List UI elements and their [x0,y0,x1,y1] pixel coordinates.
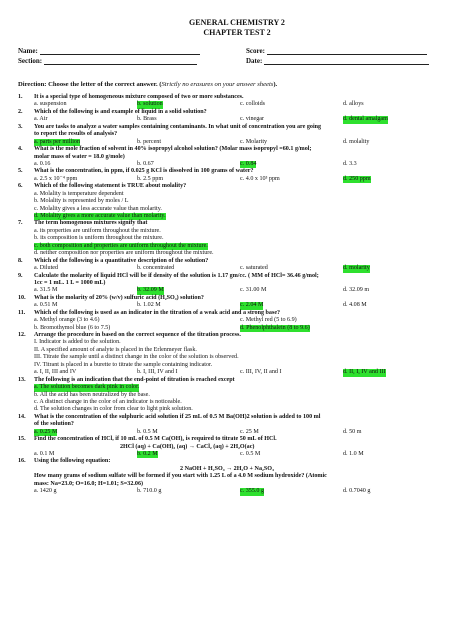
question-line [0,444,474,451]
question-line [0,384,474,391]
question-line [0,325,474,332]
question-text-continued: mass: Na=23.0; O=16.0; H=1.01; S=32.06) [34,480,144,487]
answer-choice[interactable]: b. 2.5 ppm [137,175,164,182]
answer-choice[interactable]: c. saturated [240,265,268,272]
answer-choice[interactable]: b. 0.5 M [137,428,158,435]
question-number: 4. [18,146,23,153]
question-line [0,332,474,339]
question-line [0,317,474,324]
question-number: 1. [18,94,23,100]
question-text: The following is an indication that the end-point of titration is reached except [34,376,235,383]
question-number: 6. [18,183,23,190]
question-line [0,369,474,376]
question-text-continued: molar mass of water = 18.0 g/mole) [34,153,125,160]
question-line [0,154,474,161]
directions [18,81,277,88]
question-line [0,213,474,220]
question-text: Which of the following is a quantitative description of the solution? [34,257,209,264]
section-label: Section: [18,57,43,65]
question-line [0,124,474,131]
question-line [0,116,474,123]
question-text: What is the mole fraction of solvent in 40% isopropyl alcohol solution? (Molar mass isopropyl =60.1 g/mol; [34,146,312,153]
question-line [0,273,474,280]
answer-choice-highlighted[interactable]: d. 250 ppm [343,175,371,182]
answer-choice-highlighted[interactable]: d. II, I, IV and III [343,369,386,376]
chemical-equation: 2 NaOH + H₂SO₄ → 2H₂O + Na₂SO₄ [180,465,274,472]
answer-choice[interactable]: a. 2.5 x 10⁻⁴ ppm [34,175,78,182]
answer-choice[interactable]: a. 31.5 M [34,287,58,294]
answer-choice[interactable]: a. Air [34,116,48,123]
question-line [0,198,474,205]
answer-choice-highlighted[interactable]: d. molarity [343,265,370,272]
date-label: Date: [246,57,263,65]
section-line[interactable] [44,58,197,65]
answer-choice[interactable]: b. Bromothymol blue (6 to 7.5) [34,324,111,331]
answer-choice[interactable]: d. alloys [343,101,364,108]
answer-choice-highlighted[interactable]: a. 0.25 M [34,428,58,435]
answer-choice[interactable]: b. All the acid has been neutralized by the base. [34,391,150,398]
question-number: 8. [18,257,23,264]
answer-choice[interactable]: a. its properties are uniform throughout the mixture. [34,227,161,234]
answer-choice[interactable]: a. suspension [34,101,67,108]
direction-emphasis: Strictly no erasures on your answer sheets [161,81,274,88]
answer-choice-highlighted[interactable]: c. both composition and properties are uniform throughout the mixture. [34,242,208,249]
answer-choice-highlighted[interactable]: b. 0.2 M [137,451,158,457]
question-number: 14. [18,413,26,420]
question-line [0,94,474,101]
answer-choice[interactable]: c. 4.0 x 10³ ppm [240,175,280,182]
answer-choice[interactable]: a. Diluted [34,265,59,272]
answer-choice-highlighted[interactable]: d. Phenolphthalein (8 to 9.6) [240,324,310,331]
question-line [0,176,474,183]
question-text: What is the concentration of the sulphuric acid solution if 25 mL of 0.5 M Ba(OH)2 solution is added to 100 ml [34,413,321,420]
answer-choice-highlighted[interactable]: c. 0.84 [240,160,257,167]
page-title: GENERAL CHEMISTRY 2 [189,18,285,27]
question-line [0,250,474,257]
question-text-continued: 1cc = 1 mL. 1 L = 1000 mL) [34,279,106,286]
answer-choice-highlighted[interactable]: c. 2.04 M [240,302,264,309]
question-line [0,458,474,465]
question-line [0,392,474,399]
chemical-equation: 2HCl (aq) + Ca(OH)₂ (aq) → CaCl₂ (aq) + 2H₂O(ac) [120,443,255,450]
answer-choice[interactable]: c. Molality gives a less accurate value than molarity. [34,205,162,212]
question-line [0,161,474,168]
question-line [0,473,474,480]
question-text: It is a special type of homogeneous mixture composed of two or more substances. [34,94,244,100]
answer-choice[interactable]: b. percent [137,138,162,145]
question-line [0,109,474,116]
score-line[interactable] [267,48,427,55]
question-line [0,429,474,436]
question-line [0,146,474,153]
question-line [0,131,474,138]
question-text-continued: of the solution? [34,421,74,428]
score-field[interactable] [246,47,427,55]
question-number: 9. [18,272,23,279]
answer-choice[interactable]: c. colloids [240,101,266,108]
question-line [0,139,474,146]
question-line [0,206,474,213]
question-text: The term homogenous mixtures signify that [34,220,148,227]
name-field[interactable] [18,47,200,55]
question-line [0,101,474,108]
question-text-continued: to report the results of analysis? [34,131,118,138]
question-text: Which of the following is used as an indicator in the titration of a weak acid and a strong base? [34,309,281,316]
answer-choice[interactable]: a. I, II, III and IV [34,369,77,376]
answer-choice[interactable]: a. 1420 g [34,488,57,495]
question-line [0,265,474,272]
page-subtitle: CHAPTER TEST 2 [203,28,271,37]
answer-choice[interactable]: d. 4.08 M [343,302,367,309]
answer-choice-highlighted[interactable]: d. dental amalgam [343,116,388,123]
answer-choice[interactable]: d. 3.3 [343,160,357,167]
question-line [0,310,474,317]
question-number: 12. [18,332,26,338]
question-line [0,168,474,175]
question-line [0,183,474,190]
answer-choice[interactable]: d. 50 m [343,428,362,435]
answer-choice-highlighted[interactable]: b. 32.09 M [137,287,164,294]
question-text: Calculate the molarity of liquid HCl will be if density of the solution is 1.17 gm/cc. ( MM of HCl= 36.46 g/mol; [34,272,319,279]
question-line [0,377,474,384]
answer-choice[interactable]: c. 0.5 M [240,451,261,457]
question-text: Which of the following is and example of liquid in a solid solution? [34,108,207,115]
answer-choice[interactable]: a. 0.51 M [34,302,58,309]
score-label: Score: [246,47,265,55]
answer-choice[interactable]: b. its composition is uniform throughout the mixture. [34,235,164,242]
answer-choice[interactable]: c. Molarity [240,138,268,145]
answer-choice[interactable]: d. 0.7040 g [343,488,371,495]
question-line [0,220,474,227]
question-text: Using the following equation: [34,458,111,465]
answer-choice[interactable]: d. molality [343,138,370,145]
answer-choice-highlighted[interactable]: c. 355.0 g [240,488,265,495]
answer-choice[interactable]: a. Molality is temperature dependent [34,190,124,197]
name-line[interactable] [40,48,200,55]
answer-choice[interactable]: I. Indicator is added to the solution. [34,339,121,346]
question-line [0,414,474,421]
answer-choice[interactable]: a. Methyl orange (3 to 4.6) [34,317,100,324]
question-line [0,258,474,265]
answer-choice[interactable]: c. vinegar [240,116,265,123]
answer-choice[interactable]: a. 0.16 [34,160,51,167]
date-field[interactable] [246,57,429,65]
question-number: 2. [18,108,23,115]
question-text: What is the molarity of 20% (w/v) sulfuric acid (H₂SO₄) solution? [34,294,204,301]
answer-choice[interactable]: III. Titrate the sample until a distinct change in the color of the solution is observed. [34,354,239,361]
question-number: 16. [18,458,26,465]
question-text: What is the concentration, in ppm, if 0.025 g KCl is dissolved in 100 grams of water? [34,168,254,175]
question-number: 5. [18,168,23,175]
question-text: Find the concentration of HCl, if 10 mL of 0.5 M Ca(OH)₂ is required to titrate 50 mL of HCl. [34,436,277,443]
question-text: You are tasks to analyze a water samples containing contaminants. In what unit of concentration you are going [34,123,322,130]
name-label: Name: [18,47,38,55]
answer-choice[interactable]: II. A specified amount of analyte is placed in the Erlenmeyer flask. [34,346,197,353]
question-line [0,436,474,443]
answer-choice[interactable]: b. 710.0 g [137,488,162,495]
question-line [0,339,474,346]
answer-choice-highlighted[interactable]: a. The solution becomes dark pink in color. [34,384,140,391]
question-line [0,488,474,495]
section-field[interactable] [18,57,197,65]
answer-choice-highlighted[interactable]: d. Molality gives a more accurate value than molarity. [34,213,166,219]
answer-choice[interactable]: b. 0.67 [137,160,154,167]
question-number: 3. [18,123,23,130]
question-line [0,354,474,361]
question-number: 15. [18,436,26,443]
question-text: Arrange the procedure in based on the correct sequence of the titration process. [34,332,241,338]
question-line [0,295,474,302]
answer-choice[interactable]: c. 31.00 M [240,287,267,294]
question-line [0,287,474,294]
answer-choice[interactable]: c. 25 M [240,428,259,435]
question-line [0,481,474,488]
question-line [0,191,474,198]
answer-choice[interactable]: b. Molality is represented by moles / L [34,198,129,205]
question-line [0,421,474,428]
answer-choice[interactable]: d. 1.0 M [343,451,364,457]
question-line [0,235,474,242]
answer-choice-highlighted[interactable]: b. solution [137,101,163,108]
question-line [0,451,474,458]
date-line[interactable] [264,58,429,65]
question-number: 7. [18,220,23,227]
question-text-continued: How many grams of sodium sulfate will be formed if you start with 1.25 L of a 4.0 M sodium hydroxide? (Atomic [34,473,327,480]
answer-choice[interactable]: IV. Titrant is placed in a burette to titrate the sample containing indicator. [34,361,213,368]
question-list [0,94,474,496]
answer-choice[interactable]: d. 32.09 m [343,287,370,294]
question-text: Which of the following statement is TRUE about molality? [34,183,187,190]
question-line [0,280,474,287]
answer-choice[interactable]: b. Brass [137,116,157,123]
question-line [0,406,474,413]
answer-choice[interactable]: c. A distinct change in the color of an indicator is noticeable. [34,398,182,405]
direction-lead: Direction: Choose the letter of the correct answer. ( [18,81,162,88]
answer-choice[interactable]: b. 1.02 M [137,302,161,309]
question-number: 11. [18,309,26,316]
answer-choice[interactable]: b. concentrated [137,265,175,272]
question-line [0,302,474,309]
answer-choice[interactable]: c. Methyl red (5 to 6.9) [240,317,297,324]
answer-choice[interactable]: b. I, III, IV and I [137,369,178,376]
answer-choice[interactable]: d. neither composition nor properties are uniform throughout the mixture. [34,250,214,257]
answer-choice[interactable]: c. III, IV, II and I [240,369,282,376]
question-number: 13. [18,376,26,383]
answer-choice[interactable]: d. The solution changes in color from clear to light pink solution. [34,406,193,413]
answer-choice[interactable]: a. 0.1 M [34,451,55,457]
answer-choice-highlighted[interactable]: a. parts per million [34,138,81,145]
question-line [0,362,474,369]
direction-tail: ). [273,81,278,88]
question-number: 10. [18,294,26,301]
